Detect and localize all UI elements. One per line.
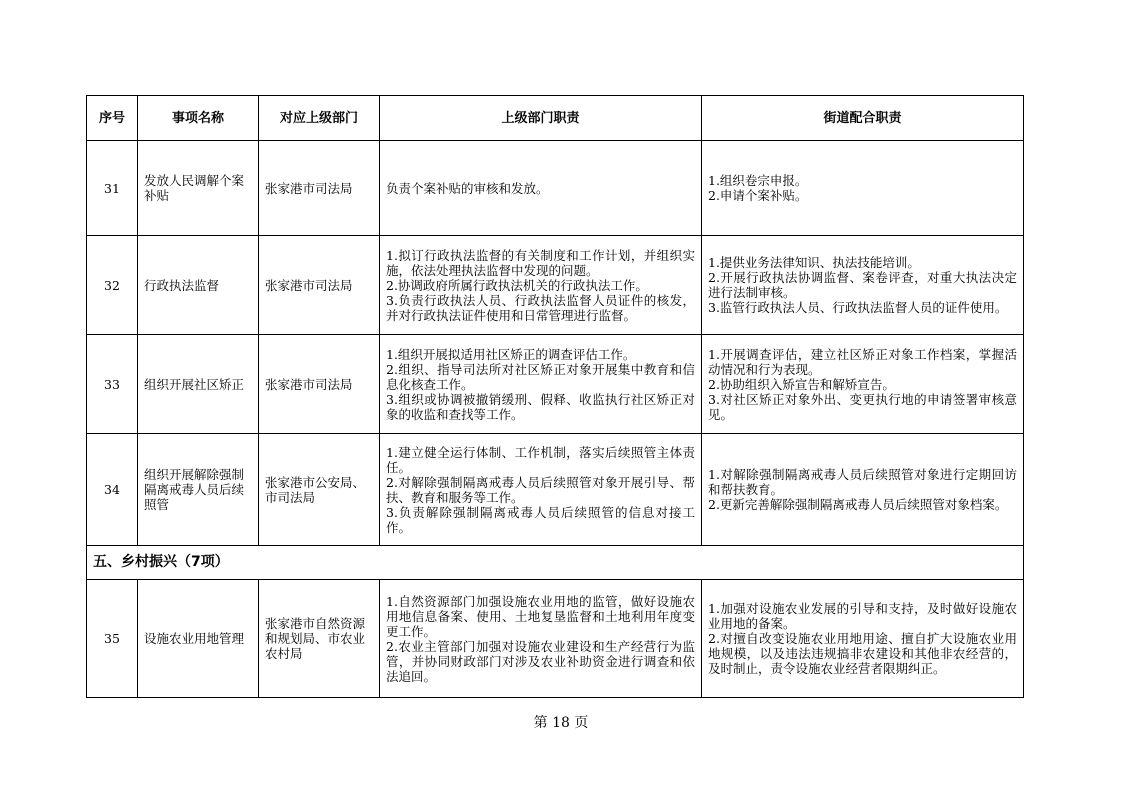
row-coop [702, 141, 1024, 236]
duties-table [86, 95, 1024, 698]
duty-line: 1.建立健全运行体制、工作机制，落实后续照管主体责任。 [386, 444, 695, 475]
duty-line: 1.自然资源部门加强设施农业用地的监管，做好设施农用地信息备案、使用、土地复垦监督和土地利用年度变更工作。 [386, 593, 695, 639]
row-no: 35 [87, 580, 138, 698]
row-name: 组织开展解除强制隔离戒毒人员后续照管 [138, 434, 259, 546]
row-coop [702, 236, 1024, 335]
coop-line: 1.对解除强制隔离戒毒人员后续照管对象进行定期回访和帮扶教育。 [708, 467, 1017, 497]
coop-line: 2.更新完善解除强制隔离戒毒人员后续照管对象档案。 [708, 497, 1008, 512]
duty-line: 2.农业主管部门加强对设施农业建设和生产经营行为监管，并协同财政部门对涉及农业补助资金进行调查和依法追回。 [386, 638, 695, 684]
row-coop [702, 580, 1024, 698]
coop-line: 2.对擅自改变设施农业用地用途、擅自扩大设施农业用地规模，以及违法违规搞非农建设和其他非农经营的，及时制止，责令设施农业经营者限期纠正。 [708, 631, 1017, 676]
row-no: 32 [87, 236, 138, 335]
header-coop: 街道配合职责 [702, 96, 1024, 141]
duty-line: 2.协调政府所属行政执法机关的行政执法工作。 [386, 277, 648, 293]
row-duty [380, 580, 702, 698]
table-row [87, 580, 1024, 698]
section-row [87, 546, 1024, 580]
duty-line: 1.拟订行政执法监督的有关制度和工作计划，并组织实施，依法处理执法监督中发现的问题。 [386, 247, 695, 278]
table-row [87, 335, 1024, 434]
coop-line: 3.对社区矫正对象外出、变更执行地的申请签署审核意见。 [708, 391, 1017, 422]
coop-line: 2.开展行政执法协调监督、案卷评查，对重大执法决定进行法制审核。 [708, 270, 1017, 300]
row-dept: 张家港市公安局、市司法局 [259, 434, 380, 546]
duty-line: 3.负责行政执法人员、行政执法监督人员证件的核发，并对行政执法证件使用和日常管理进行监督。 [386, 292, 695, 323]
row-dept: 张家港市自然资源和规划局、市农业农村局 [259, 580, 380, 698]
row-no: 31 [87, 141, 138, 236]
section-title: 五、乡村振兴（7项） [87, 546, 1024, 580]
row-duty [380, 335, 702, 434]
header-name: 事项名称 [138, 96, 259, 141]
coop-line: 2.申请个案补贴。 [708, 188, 808, 203]
duty-line: 3.组织或协调被撤销缓刑、假释、收监执行社区矫正对象的收监和查找等工作。 [386, 391, 695, 422]
table-row [87, 141, 1024, 236]
table-row [87, 236, 1024, 335]
duty-line: 负责个案补贴的审核和发放。 [386, 180, 549, 196]
header-no: 序号 [87, 96, 138, 141]
coop-line: 1.开展调查评估，建立社区矫正对象工作档案，掌握活动情况和行为表现。 [708, 346, 1017, 377]
duty-line: 2.组织、指导司法所对社区矫正对象开展集中教育和信息化核查工作。 [386, 361, 695, 392]
coop-line: 1.加强对设施农业发展的引导和支持，及时做好设施农业用地的备案。 [708, 601, 1017, 631]
coop-line: 1.提供业务法律知识、执法技能培训。 [708, 255, 920, 270]
header-dept: 对应上级部门 [259, 96, 380, 141]
row-name: 行政执法监督 [138, 236, 259, 335]
duty-line: 1.组织开展拟适用社区矫正的调查评估工作。 [386, 346, 636, 362]
row-dept: 张家港市司法局 [259, 236, 380, 335]
duty-line: 3.负责解除强制隔离戒毒人员后续照管的信息对接工作。 [386, 504, 695, 535]
row-name: 发放人民调解个案补贴 [138, 141, 259, 236]
page-number: 第 18 页 [533, 715, 589, 731]
header-duty: 上级部门职责 [380, 96, 702, 141]
row-duty [380, 434, 702, 546]
row-no: 33 [87, 335, 138, 434]
row-dept: 张家港市司法局 [259, 335, 380, 434]
row-no: 34 [87, 434, 138, 546]
table-row [87, 434, 1024, 546]
duty-line: 2.对解除强制隔离戒毒人员后续照管对象开展引导、帮扶、教育和服务等工作。 [386, 474, 695, 505]
row-name: 设施农业用地管理 [138, 580, 259, 698]
coop-line: 3.监管行政执法人员、行政执法监督人员的证件使用。 [708, 300, 1008, 315]
row-coop [702, 335, 1024, 434]
row-name: 组织开展社区矫正 [138, 335, 259, 434]
row-coop [702, 434, 1024, 546]
table-header-row [87, 96, 1024, 141]
row-duty [380, 236, 702, 335]
coop-line: 1.组织卷宗申报。 [708, 173, 808, 188]
row-dept: 张家港市司法局 [259, 141, 380, 236]
row-duty [380, 141, 702, 236]
coop-line: 2.协助组织入矫宣告和解矫宣告。 [708, 376, 895, 392]
